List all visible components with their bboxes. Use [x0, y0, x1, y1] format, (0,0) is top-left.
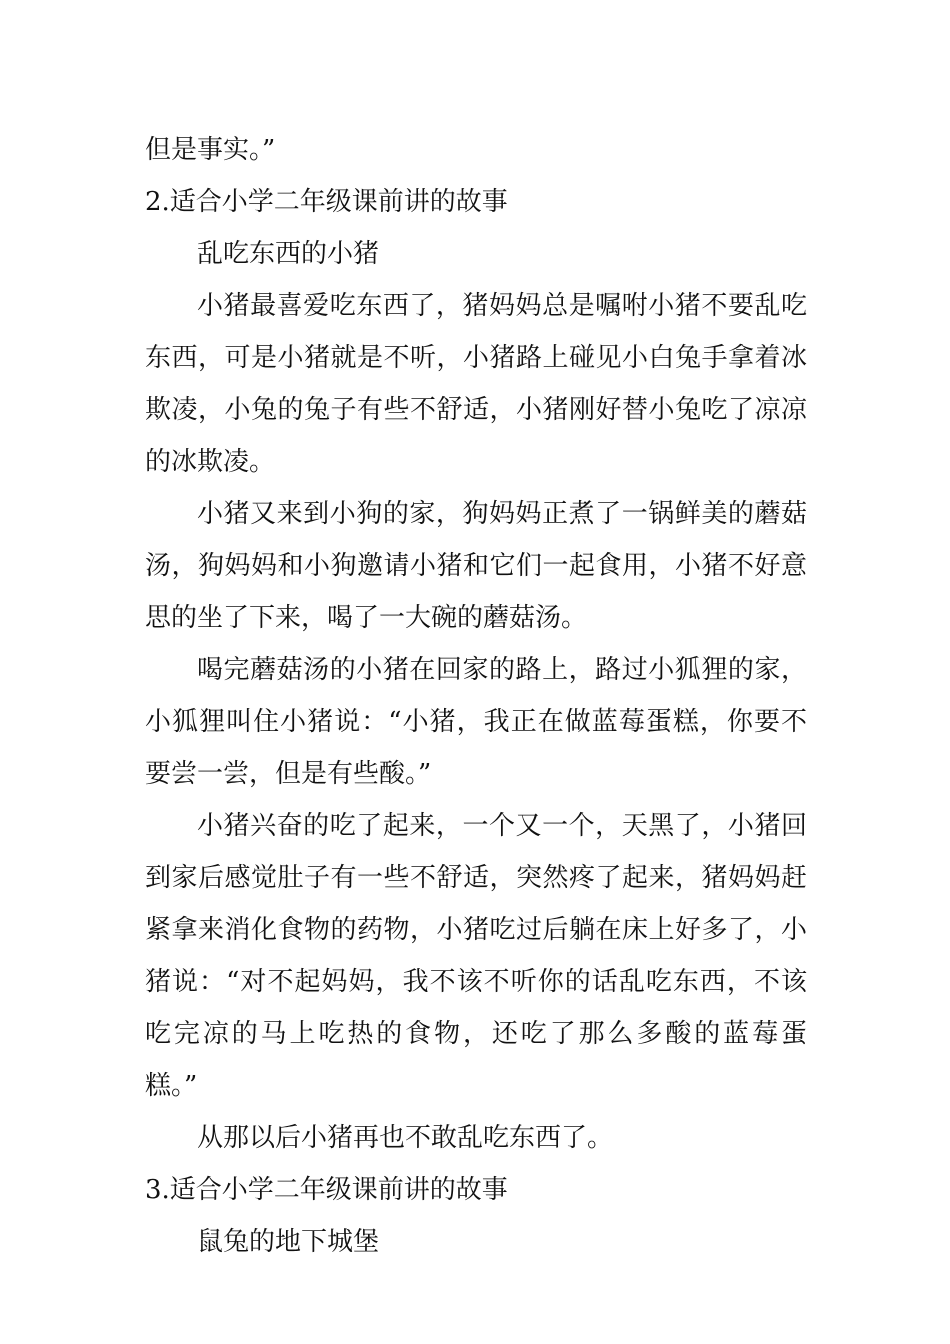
- paragraph-line: 小猪最喜爱吃东西了，猪妈妈总是嘱咐小猪不要乱吃: [197, 291, 807, 321]
- story-title-1: 乱吃东西的小猪: [197, 239, 380, 269]
- paragraph-line: 吃完凉的马上吃热的食物，还吃了那么多酸的蓝莓蛋: [145, 1019, 807, 1049]
- paragraph-line: 小猪又来到小狗的家，狗妈妈正煮了一锅鲜美的蘑菇: [197, 499, 807, 529]
- paragraph-line: 喝完蘑菇汤的小猪在回家的路上，路过小狐狸的家，: [197, 655, 807, 685]
- paragraph-line: 到家后感觉肚子有一些不舒适，突然疼了起来，猪妈妈赶: [145, 863, 807, 893]
- paragraph-line: 的冰欺凌。: [145, 447, 276, 477]
- paragraph-line: 小猪兴奋的吃了起来，一个又一个，天黑了，小猪回: [197, 811, 807, 841]
- paragraph-line: 小狐狸叫住小猪说：“小猪，我正在做蓝莓蛋糕，你要不: [145, 707, 807, 737]
- paragraph-line: 欺凌，小兔的兔子有些不舒适，小猪刚好替小兔吃了凉凉: [145, 395, 807, 425]
- document-page: [145, 124, 807, 1268]
- paragraph-line: 糕。”: [145, 1071, 198, 1101]
- section-heading-2: 2.适合小学二年级课前讲的故事: [145, 187, 508, 217]
- paragraph-line: 从那以后小猪再也不敢乱吃东西了。: [197, 1123, 614, 1153]
- paragraph-line: 紧拿来消化食物的药物，小猪吃过后躺在床上好多了，小: [145, 915, 807, 945]
- story-title-2: 鼠兔的地下城堡: [197, 1227, 380, 1257]
- paragraph-line: 汤，狗妈妈和小狗邀请小猪和它们一起食用，小猪不好意: [145, 551, 807, 581]
- section-heading-3: 3.适合小学二年级课前讲的故事: [145, 1175, 508, 1205]
- paragraph-line: 思的坐了下来，喝了一大碗的蘑菇汤。: [145, 603, 588, 633]
- paragraph-line: 要尝一尝，但是有些酸。”: [145, 759, 432, 789]
- paragraph-line: 东西，可是小猪就是不听，小猪路上碰见小白兔手拿着冰: [145, 343, 807, 373]
- paragraph-continuation: 但是事实。”: [145, 135, 276, 165]
- paragraph-line: 猪说：“对不起妈妈，我不该不听你的话乱吃东西，不该: [145, 967, 807, 997]
